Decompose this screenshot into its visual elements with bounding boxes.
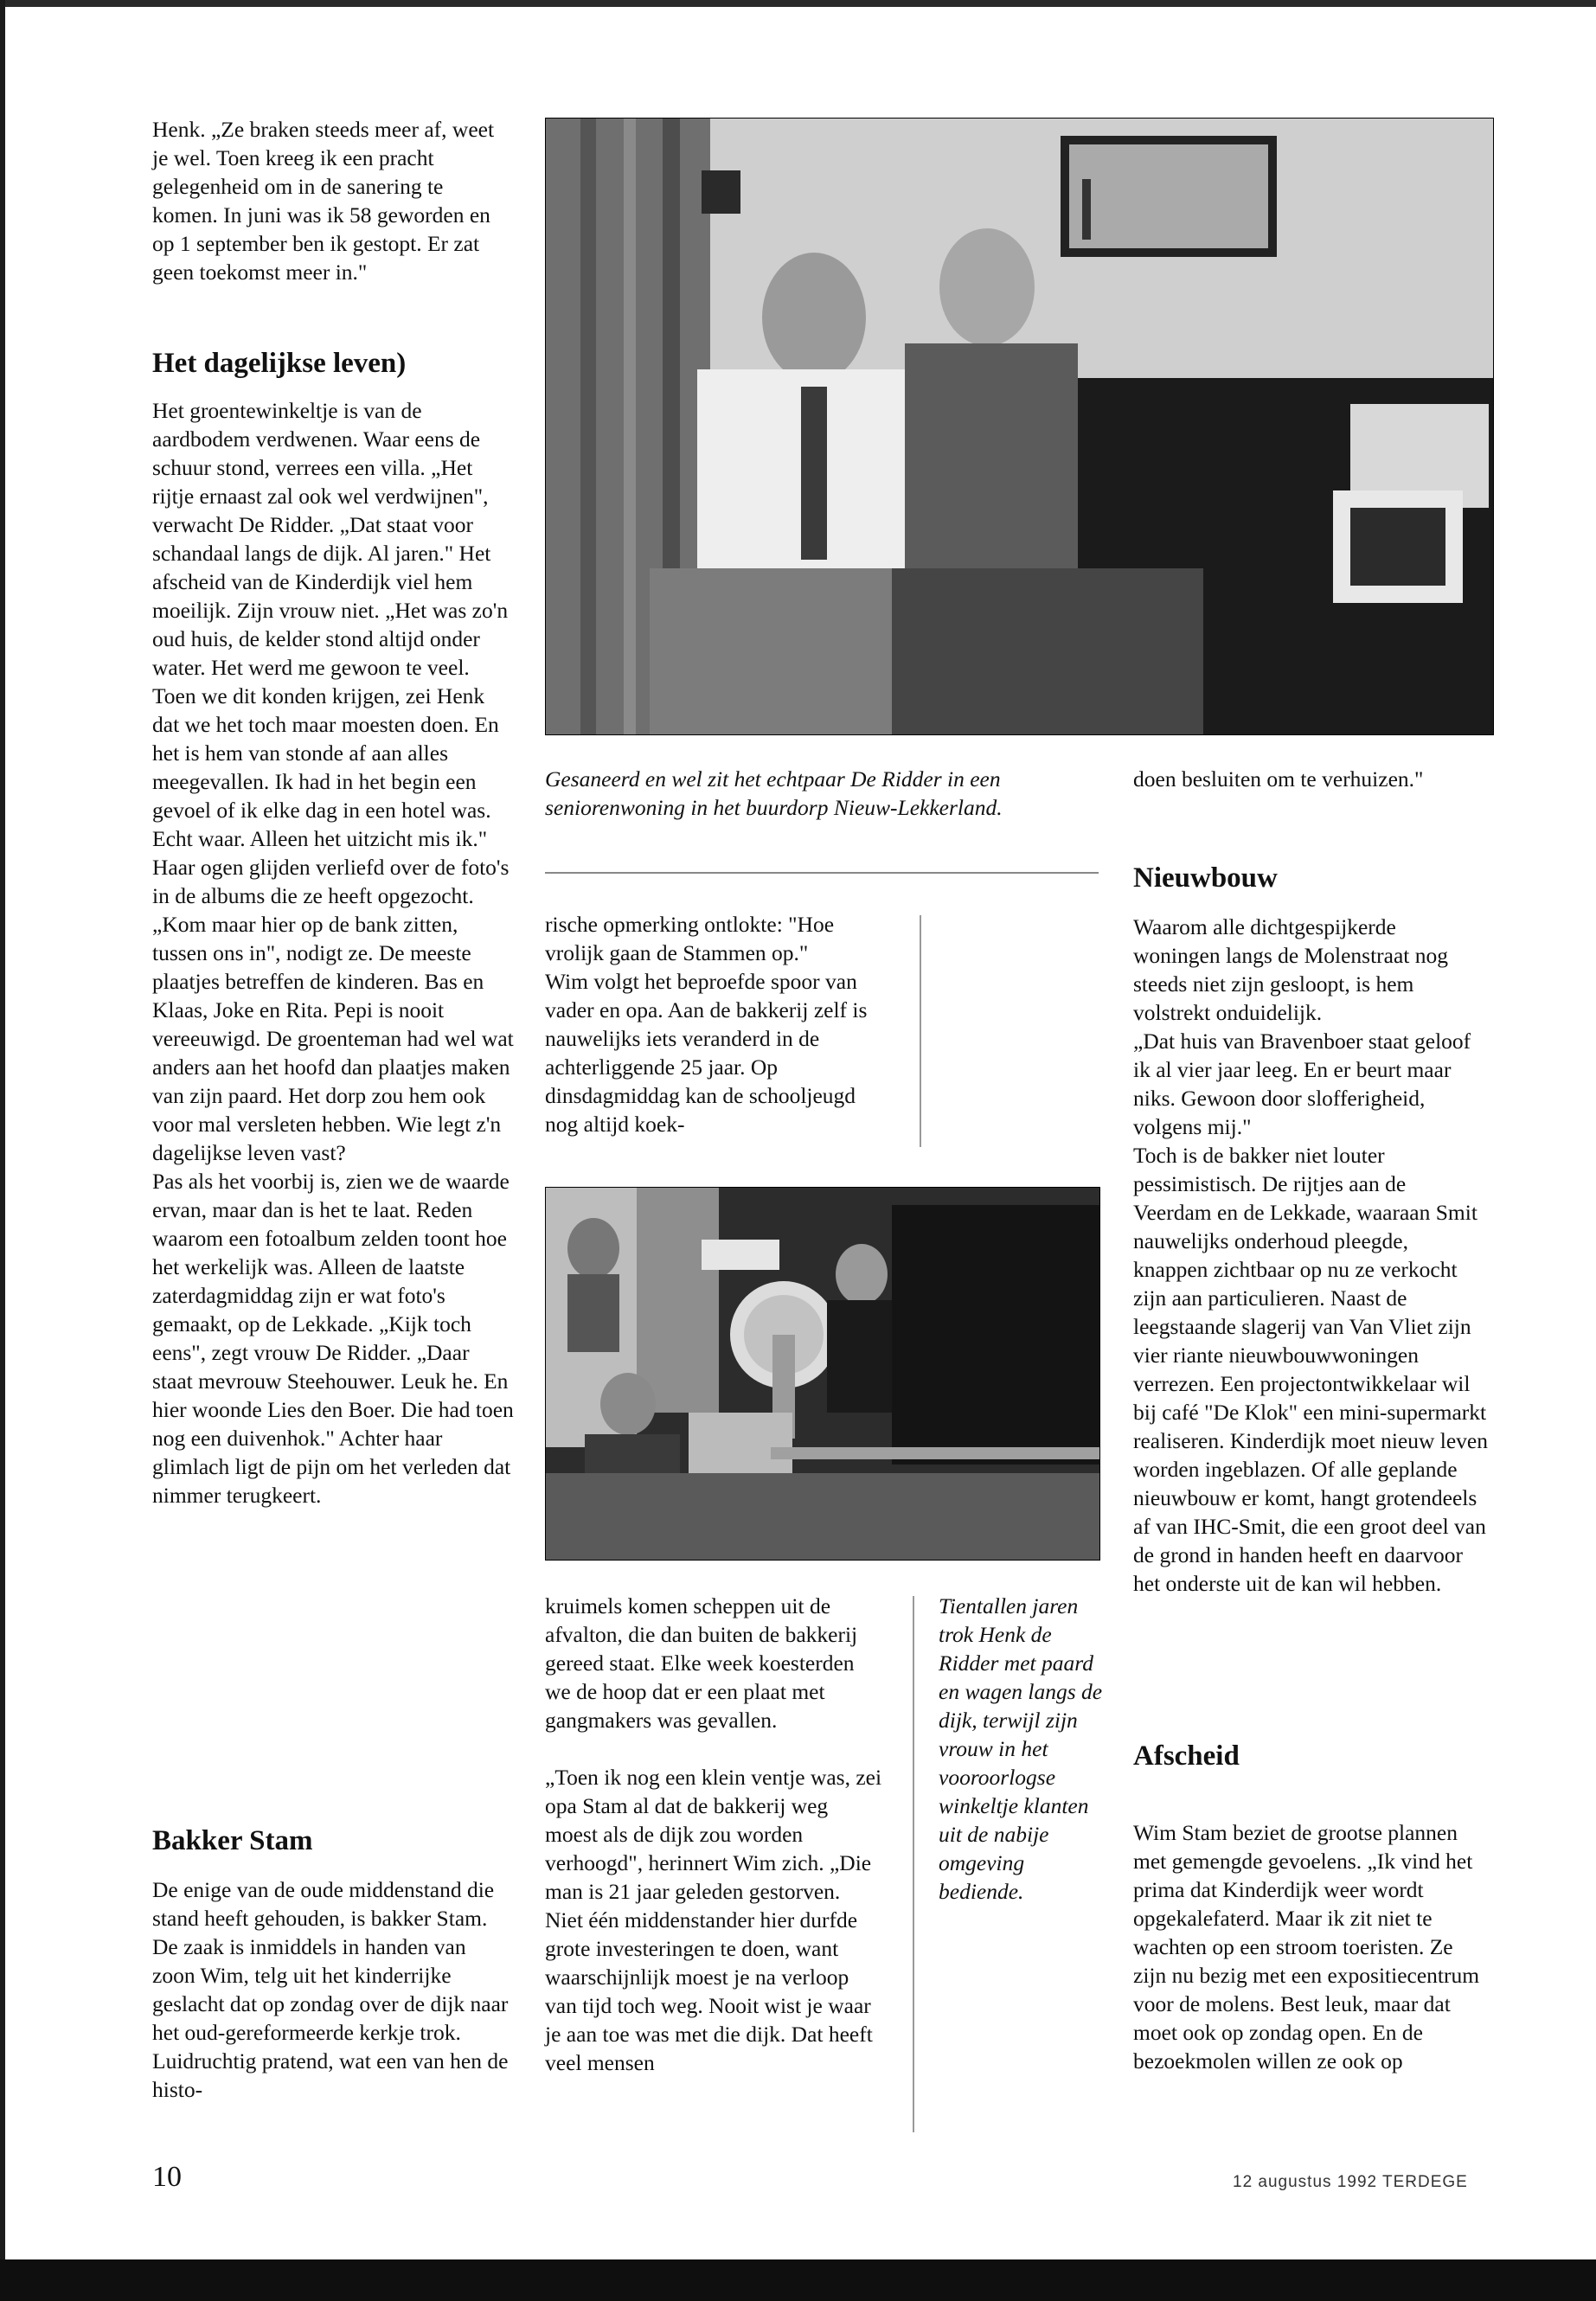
running-footer: 12 augustus 1992 TERDEGE: [1233, 2173, 1468, 2191]
page-number: 10: [152, 2161, 182, 2193]
caption-rule: [545, 872, 1099, 874]
paragraph: Pas als het voorbij is, zien we de waarde ervan, maar dan is het te laat. Reden waarom een fotoalbum zelden toont hoe het werkelijk was. Alleen de laatste zaterdagmiddag zijn er wat foto's gemaakt, op de Lekkade. „Kijk toch eens", zegt vrouw De Ridder. „Daar staat mevrouw Steehouwer. Leuk he. En hier woonde Lies den Boer. Die had toen nog een duivenhok." Achter haar glimlach ligt de pijn om het verleden dat nimmer terugkeert.: [152, 1169, 514, 1508]
paragraph: „Dat huis van Bravenboer staat geloof ik al vier jaar leeg. En er beurt maar niks. Gewoon door slofferigheid, volgens mij.": [1133, 1029, 1471, 1139]
column-rule: [913, 1596, 914, 2132]
paragraph: Wim volgt het beproefde spoor van vader en opa. Aan de bakkerij zelf is nauwelijks iets veranderd in de achterliggende 25 jaar. Op dinsdagmiddag kan de schooljeugd nog altijd koek-: [545, 969, 868, 1137]
photo-bakery-image: [546, 1188, 1099, 1560]
scan-border-bottom: [0, 2259, 1596, 2301]
paragraph: doen besluiten om te verhuizen.": [1133, 766, 1424, 792]
photo-bakery-caption: Tientallen jaren trok Henk de Ridder met paard en wagen langs de dijk, terwijl zijn vrouw in het vooroorlogse winkeltje klanten uit de nabije omgeving bediende.: [939, 1593, 1103, 1904]
column-left: [152, 115, 514, 286]
heading-farewell: Afscheid: [1133, 1740, 1240, 1772]
photo-couple-caption: Gesaneerd en wel zit het echtpaar De Ridder in een seniorenwoning in het buurdorp Nieuw-Lekkerland.: [545, 766, 1003, 820]
scan-border-left: [0, 0, 5, 2301]
scan-border-top: [0, 0, 1596, 7]
paragraph: De enige van de oude middenstand die stand heeft gehouden, is bakker Stam. De zaak is inmiddels in handen van zoon Wim, telg uit het kinderrijke geslacht dat op zondag over de dijk naar het oud-gereformeerde kerkje trok. Luidruchtig pratend, wat een van hen de histo-: [152, 1877, 509, 2102]
paragraph: „Toen ik nog een klein ventje was, zei opa Stam al dat de bakkerij weg moest als de dijk zou worden verhoogd", herinnert Wim zich. „Die man is 21 jaar geleden gestorven. Niet één middenstander hier durfde grote investeringen te doen, want waarschijnlijk moest je na verloop van tijd toch weg. Nooit wist je waar je aan toe was met die dijk. Dat heeft veel mensen: [545, 1765, 882, 2075]
paragraph: Waarom alle dichtgespijkerde woningen langs de Molenstraat nog steeds niet zijn gesloopt, is hem volstrekt onduidelijk.: [1133, 914, 1449, 1025]
column-left-baker: [152, 1875, 514, 2104]
column-right-new: [1133, 913, 1488, 1598]
heading-daily-life: Het dagelijkse leven): [152, 348, 407, 379]
paragraph: kruimels komen scheppen uit de afvalton, die dan buiten de bakkerij gereed staat. Elke week koesterden we de hoop dat er een plaat met gangmakers was gevallen.: [545, 1593, 858, 1733]
paragraph: Henk. „Ze braken steeds meer af, weet je wel. Toen kreeg ik een pracht gelegenheid om in de sanering te komen. In juni was ik 58 geworden en op 1 september ben ik gestopt. Er zat geen toekomst meer in.": [152, 117, 495, 285]
heading-new-buildings: Nieuwbouw: [1133, 862, 1278, 894]
paragraph: Haar ogen glijden verliefd over de foto's in de albums die ze heeft opgezocht. „Kom maar hier op de bank zitten, tussen ons in", nodigt ze. De meeste plaatjes betreffen de kinderen. Bas en Klaas, Joke en Rita. Pepi is nooit vereeuwigd. De groenteman had wel wat anders aan het hoofd dan plaatjes maken van zijn paard. Het dorp zou hem ook voor mal versleten hebben. Wie legt z'n dagelijkse leven vast?: [152, 855, 514, 1165]
column-middle-top: [545, 910, 891, 1138]
paragraph: Toch is de bakker niet louter pessimistisch. De rijtjes aan de Veerdam en de Lekkade, waaraan Smit nauwelijks onderhoud pleegde, knappen zichtbaar op nu ze verkocht zijn aan particulieren. Naast de leegstaande slagerij van Van Vliet zijn vier riante nieuwbouwwoningen verrezen. Een projectontwikkelaar wil bij café "De Klok" een mini-supermarkt realiseren. Kinderdijk moet nieuw leven worden ingeblazen. Of alle geplande nieuwbouw er komt, hangt grotendeels af van IHC-Smit, die een groot deel van de grond in handen heeft en daarvoor het onderste uit de kan wil hebben.: [1133, 1143, 1488, 1596]
paragraph: rische opmerking ontlokte: "Hoe vrolijk gaan de Stammen op.": [545, 912, 835, 965]
column-rule: [920, 915, 921, 1147]
column-right-farewell: [1133, 1818, 1488, 2075]
photo-bakery: [545, 1187, 1100, 1561]
photo-couple: [545, 118, 1494, 735]
paragraph: Het groentewinkeltje is van de aardbodem verdwenen. Waar eens de schuur stond, verrees een villa. „Het rijtje ernaast zal ook wel verdwijnen", verwacht De Ridder. „Dat staat voor schandaal langs de dijk. Al jaren." Het afscheid van de Kinderdijk viel hem moeilijk. Zijn vrouw niet. „Het was zo'n oud huis, de kelder stond altijd onder water. Het werd me gewoon te veel. Toen we dit konden krijgen, zei Henk dat we het toch maar moesten doen. En het is hem van stonde af aan alles meegevallen. Ik had in het begin een gevoel of ik elke dag in een hotel was. Echt waar. Alleen het uitzicht mis ik.": [152, 398, 509, 851]
column-middle-bottom: [545, 1592, 882, 2077]
column-left-daily: [152, 396, 514, 1509]
heading-baker: Bakker Stam: [152, 1825, 313, 1856]
photo-couple-image: [546, 119, 1493, 734]
paragraph: Wim Stam beziet de grootse plannen met gemengde gevoelens. „Ik vind het prima dat Kinderdijk weer wordt opgekalefaterd. Maar ik zit niet te wachten op een stroom toeristen. Ze zijn nu bezig met een expositiecentrum voor de molens. Best leuk, maar dat moet ook op zondag open. En de bezoekmolen willen ze ook op: [1133, 1820, 1480, 2073]
column-right-top: [1133, 765, 1488, 793]
